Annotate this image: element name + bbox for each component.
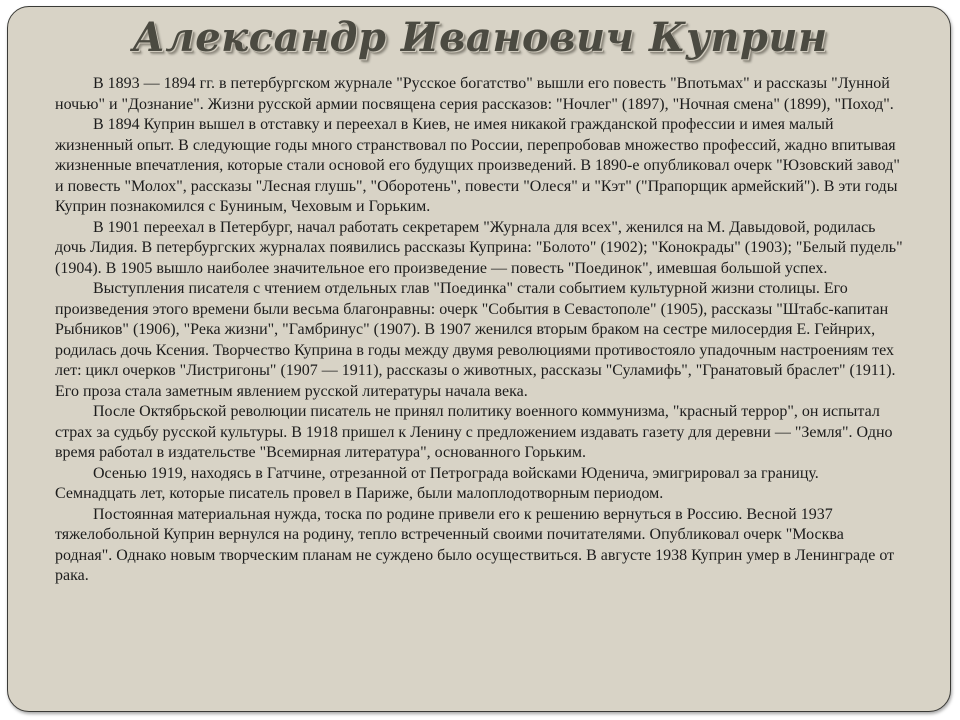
paragraph: Осенью 1919, находясь в Гатчине, отрезанной от Петрограда войсками Юденича, эмигрировал за границу. Семнадцать лет, которые писатель провел в Париже, были малоплодотворным периодом. [55, 464, 819, 502]
paragraph: В 1894 Куприн вышел в отставку и переехал в Киев, не имея никакой гражданской профессии и имея малый жизненный опыт. В следующие годы много странствовал по России, перепробовав множество профессий, жадно впитывая жизненные впечатления, которые стали основой его будущих произведений. В 1890-е опубликовал очерк "Юзовский завод" и повесть "Молох", рассказы "Лесная глушь", "Оборотень", повести "Олеся" и "Кэт" ("Прапорщик армейский"). В эти годы Куприн познакомился с Буниным, Чеховым и Горьким. [55, 116, 900, 215]
paragraph: В 1893 — 1894 гг. в петербургском журнале "Русское богатство" вышли его повесть "Впотьмах" и рассказы "Лунной ночью" и "Дознание". Жизни русской армии посвящена серия рассказов: "Ночлег" (1897), "Ночная смена" (1899), "Поход". [55, 75, 894, 113]
body-text [55, 74, 903, 587]
paragraph: Выступления писателя с чтением отдельных глав "Поединка" стали событием культурной жизни столицы. Его произведения этого времени были весьма благонравны: очерк "События в Севастополе" (1905), рассказы "Штабс-капитан Рыбников" (1906), "Река жизни", "Гамбринус" (1907). В 1907 женился вторым браком на сестре милосердия Е. Гейнрих, родилась дочь Ксения. Творчество Куприна в годы между двумя революциями противостояло упадочным настроениям тех лет: цикл очерков "Листригоны" (1907 — 1911), рассказы о животных, рассказы "Суламифь", "Гранатовый браслет" (1911). Его проза стала заметным явлением русской литературы начала века. [55, 280, 896, 400]
slide-title: Александр Иванович Куприн [132, 14, 828, 61]
paragraph: В 1901 переехал в Петербург, начал работать секретарем "Журнала для всех", женился на М. Давыдовой, родилась дочь Лидия. В петербургских журналах появились рассказы Куприна: "Болото" (1902); "Конокрады" (1903); "Белый пудель" (1904). В 1905 вышло наиболее значительное его произведение — повесть "Поединок", имевшая большой успех. [55, 218, 903, 277]
paragraph: Постоянная материальная нужда, тоска по родине привели его к решению вернуться в Россию. Весной 1937 тяжелобольной Куприн вернулся на родину, тепло встреченный своими почитателями. Опубликовал очерк "Москва родная". Однако новым творческим планам не суждено было осуществиться. В августе 1938 Куприн умер в Ленинграде от рака. [55, 505, 895, 584]
paragraph: После Октябрьской революции писатель не принял политику военного коммунизма, "красный террор", он испытал страх за судьбу русской культуры. В 1918 пришел к Ленину с предложением издавать газету для деревни — "Земля". Одно время работал в издательстве "Всемирная литература", основанного Горьким. [55, 403, 893, 461]
